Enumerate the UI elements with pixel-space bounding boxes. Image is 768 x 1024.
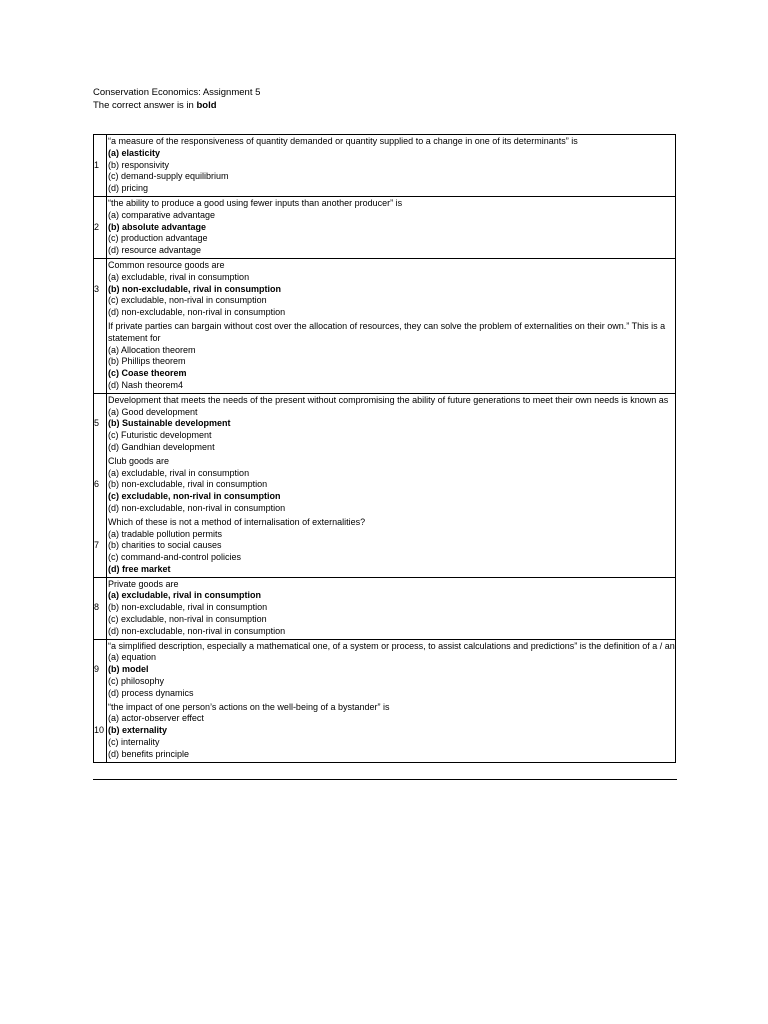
correct-answer-option: (b) absolute advantage [108,221,207,232]
question-content [107,393,676,454]
question-content [107,196,676,258]
answer-option: (a) Allocation theorem [108,344,196,355]
answer-option: (c) command-and-control policies [108,552,242,563]
question-content [107,135,676,197]
answer-option: (b) charities to social causes [108,540,222,551]
question-number: 6 [94,455,107,516]
answer-option: (d) benefits principle [108,748,190,759]
question-number: 8 [94,577,107,639]
answer-option: (a) excludable, rival in consumption [108,467,250,478]
question-content [107,639,676,700]
correct-answer-option: (c) Coase theorem [108,368,187,379]
correct-answer-option: (b) non-excludable, rival in consumption [108,283,282,294]
answer-option: (d) Nash theorem4 [108,379,184,390]
answer-option: (d) non-excludable, non-rival in consumption [108,307,286,318]
question-row [94,639,676,700]
answer-option: (c) internality [108,737,160,748]
answer-option: (c) demand-supply equilibrium [108,171,229,182]
answer-option: (a) comparative advantage [108,209,216,220]
question-content [107,455,676,516]
answer-option: (c) excludable, non-rival in consumption [108,614,267,625]
answer-option: (a) actor-observer effect [108,713,204,724]
question-number: 2 [94,196,107,258]
correct-answer-option: (c) excludable, non-rival in consumption [108,491,281,502]
questions-table-body [94,135,676,763]
answer-option: (d) resource advantage [108,245,202,256]
questions-table [93,134,676,763]
question-stem: If private parties can bargain without cost over the allocation of resources, they can solve the problem of externalities on their own.” This is a statement for [108,320,666,343]
question-stem: Which of these is not a method of internalisation of externalities? [108,516,366,527]
correct-answer-option: (b) Sustainable development [108,418,231,429]
question-stem: Club goods are [108,455,170,466]
question-stem: “a simplified description, especially a mathematical one, of a system or process, to assist calculations and predictions” is the definition of a / an [108,640,675,651]
document-header [93,87,260,112]
question-number: 1 [94,135,107,197]
correct-answer-option: (a) elasticity [108,147,161,158]
correct-answer-option: (d) free market [108,563,171,574]
question-number: 5 [94,393,107,454]
answer-key-note-bold: bold [196,99,217,111]
answer-key-note-text: The correct answer is in [93,99,197,111]
question-row [94,258,676,319]
answer-option: (b) non-excludable, rival in consumption [108,479,268,490]
question-row [94,196,676,258]
question-number: 10 [94,701,107,762]
question-number [94,320,107,393]
answer-option: (a) excludable, rival in consumption [108,271,250,282]
answer-option: (b) responsivity [108,159,170,170]
answer-option: (d) non-excludable, non-rival in consumption [108,625,286,636]
answer-option: (c) philosophy [108,676,165,687]
answer-option: (d) Gandhian development [108,441,215,452]
answer-option: (a) equation [108,652,157,663]
question-stem: “the ability to produce a good using fewer inputs than another producer” is [108,197,403,208]
answer-option: (c) production advantage [108,233,208,244]
answer-option: (a) tradable pollution permits [108,528,223,539]
question-content [107,577,676,639]
question-number: 9 [94,639,107,700]
question-row [94,516,676,577]
table-bottom-rule [93,779,677,780]
answer-option: (c) Futuristic development [108,430,212,441]
question-content [107,320,676,393]
document-title: Conservation Economics: Assignment 5 [93,87,261,98]
answer-option: (c) excludable, non-rival in consumption [108,295,267,306]
answer-option: (b) Phillips theorem [108,356,186,367]
question-row [94,320,676,393]
question-row [94,455,676,516]
answer-key-note [93,100,260,113]
question-stem: “a measure of the responsiveness of quantity demanded or quantity supplied to a change in one of its determinants” is [108,136,578,146]
question-stem: Development that meets the needs of the present without compromising the ability of future generations to meet their own needs is known as [108,394,669,405]
question-row [94,393,676,454]
answer-option: (d) process dynamics [108,687,194,698]
correct-answer-option: (a) excludable, rival in consumption [108,590,262,601]
correct-answer-option: (b) model [108,664,149,675]
answer-option: (a) Good development [108,406,198,417]
question-row [94,701,676,762]
question-stem: “the impact of one person’s actions on the well-being of a bystander” is [108,701,390,712]
question-stem: Common resource goods are [108,259,225,270]
question-content [107,516,676,577]
question-content [107,258,676,319]
question-row [94,135,676,197]
question-number: 3 [94,258,107,319]
question-stem: Private goods are [108,578,179,589]
correct-answer-option: (b) externality [108,725,168,736]
answer-option: (d) pricing [108,183,149,194]
question-row [94,577,676,639]
question-number: 7 [94,516,107,577]
answer-option: (d) non-excludable, non-rival in consumption [108,502,286,513]
answer-option: (b) non-excludable, rival in consumption [108,602,268,613]
question-content [107,701,676,762]
